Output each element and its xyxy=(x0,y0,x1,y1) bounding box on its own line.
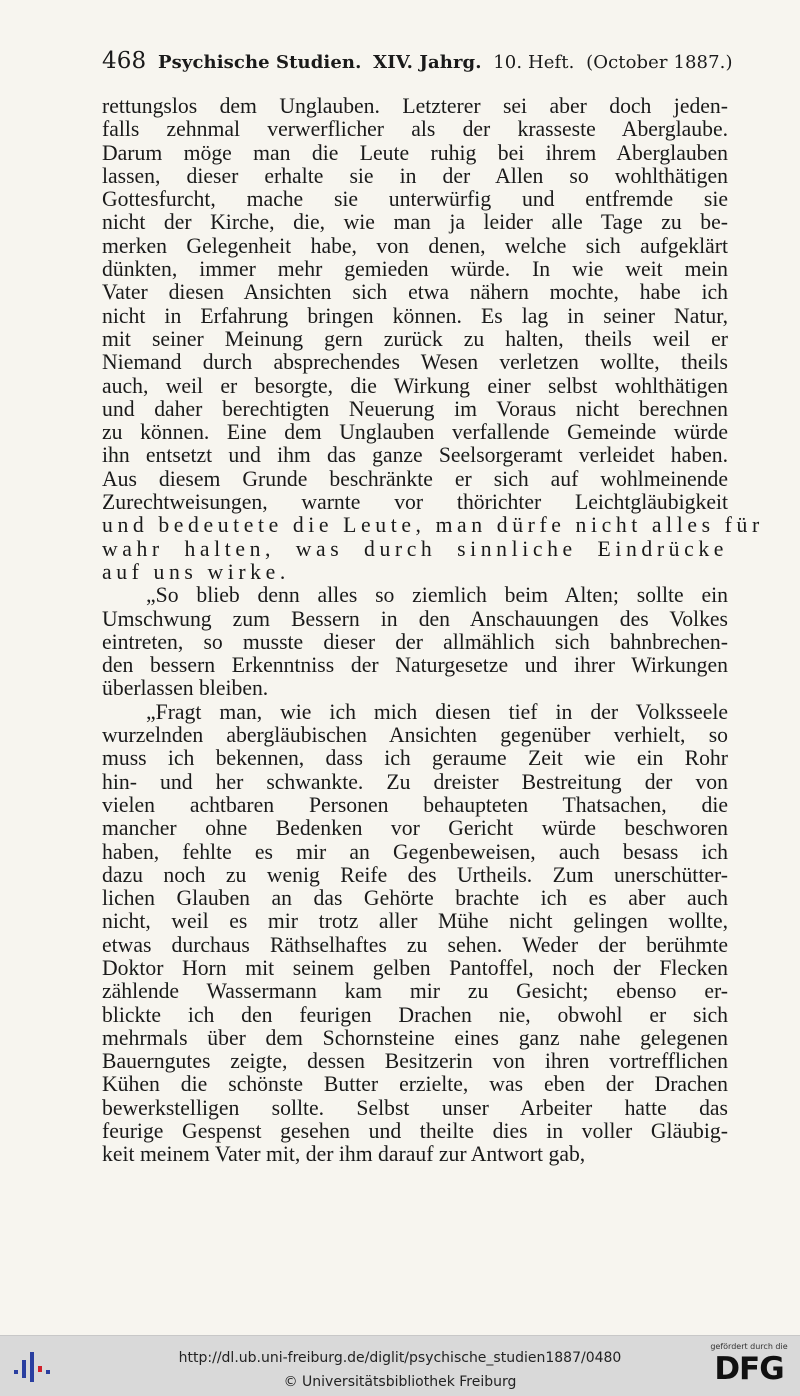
text-line: überlassen bleiben. xyxy=(102,676,269,701)
text-line: mehrmals über dem Schornsteine eines ganz nahe gelegenen xyxy=(102,1025,728,1050)
volume-label: XIV. Jahrg. xyxy=(373,52,482,73)
text-line: „Fragt man, wie ich mich diesen tief in der Volksseele xyxy=(146,699,728,724)
text-line: Aus diesem Grunde beschränkte er sich auf wohlmeinende xyxy=(102,466,728,491)
text-line: wurzelnden abergläubischen Ansichten gegenüber verhielt, so xyxy=(102,723,728,748)
text-line: und daher berechtigten Neuerung im Voraus nicht berechnen xyxy=(102,396,728,421)
text-line: etwas durchaus Räthselhaftes zu sehen. Weder der berühmte xyxy=(102,932,728,957)
text-line: dazu noch zu wenig Reife des Urtheils. Zum unerschütter- xyxy=(102,862,728,887)
copyright-notice: © Universitätsbibliothek Freiburg xyxy=(283,1374,517,1390)
text-line: blickte ich den feurigen Drachen nie, obwohl er sich xyxy=(102,1002,728,1027)
text-line: Doktor Horn mit seinem gelben Pantoffel, noch der Flecken xyxy=(102,955,728,980)
text-line: Bauerngutes zeigte, dessen Besitzerin von ihren vortrefflichen xyxy=(102,1049,728,1074)
text-line: und bedeutete die Leute, man dürfe nicht alles für xyxy=(102,513,764,538)
page-number: 468 xyxy=(102,48,147,74)
text-line: wahr halten, was durch sinnliche Eindrücke xyxy=(102,536,728,561)
text-line: eintreten, so musste dieser der allmählich sich bahnbrechen- xyxy=(102,629,728,654)
text-line: falls zehnmal verwerflicher als der krasseste Aberglaube. xyxy=(102,117,728,142)
dfg-logo-text: DFG xyxy=(714,1351,784,1387)
viewer-footer xyxy=(0,1335,800,1396)
dfg-caption: gefördert durch die xyxy=(710,1342,788,1351)
running-title: Psychische Studien. xyxy=(158,52,362,73)
running-header xyxy=(102,48,733,74)
dfg-logo xyxy=(708,1342,790,1392)
text-line: Niemand durch absprechendes Wesen verletzen wollte, theils xyxy=(102,350,728,375)
text-line: Vater diesen Ansichten sich etwa nähern mochte, habe ich xyxy=(102,280,728,305)
issue-label: 10. Heft. xyxy=(493,52,575,73)
text-line: nicht, weil es mir trotz aller Mühe nicht gelingen wollte, xyxy=(102,909,728,934)
issue-date: (October 1887.) xyxy=(586,52,733,73)
text-line: nicht in Erfahrung bringen können. Es lag in seiner Natur, xyxy=(102,303,728,328)
text-line: auf uns wirke. xyxy=(102,559,290,584)
text-line: muss ich bekennen, dass ich geraume Zeit wie ein Rohr xyxy=(102,746,728,771)
text-line: hin- und her schwankte. Zu dreister Bestreitung der von xyxy=(102,769,728,794)
text-line: rettungslos dem Unglauben. Letzterer sei aber doch jeden- xyxy=(102,94,728,118)
text-line: ihn entsetzt und ihm das ganze Seelsorgeramt verleidet haben. xyxy=(102,443,728,468)
text-line: mit seiner Meinung gern zurück zu halten, theils weil er xyxy=(102,326,728,351)
body-text xyxy=(102,94,764,1167)
text-line: zu können. Eine dem Unglauben verfallende Gemeinde würde xyxy=(102,420,728,445)
text-line: Umschwung zum Bessern in den Anschauungen des Volkes xyxy=(102,606,728,631)
text-line: Gottesfurcht, mache sie unterwürfig und entfremde sie xyxy=(102,187,728,212)
text-line: den bessern Erkenntniss der Naturgesetze und ihrer Wirkungen xyxy=(102,653,728,678)
permalink-url[interactable]: http://dl.ub.uni-freiburg.de/diglit/psychische_studien1887/0480 xyxy=(178,1350,622,1366)
text-line: haben, fehlte es mir an Gegenbeweisen, auch besass ich xyxy=(102,839,728,864)
text-line: „So blieb denn alles so ziemlich beim Alten; sollte ein xyxy=(146,583,728,608)
text-line: vielen achtbaren Personen behaupteten Thatsachen, die xyxy=(102,792,728,817)
text-line: nicht der Kirche, die, wie man ja leider alle Tage zu be- xyxy=(102,210,728,235)
text-line: Zurechtweisungen, warnte vor thörichter Leichtgläubigkeit xyxy=(102,490,728,515)
text-line: lassen, dieser erhalte sie in der Allen so wohlthätigen xyxy=(102,163,728,188)
text-line: bewerkstelligen sollte. Selbst unser Arbeiter hatte das xyxy=(102,1095,728,1120)
text-line: Darum möge man die Leute ruhig bei ihrem Aberglauben xyxy=(102,140,728,165)
text-line: dünkten, immer mehr gemieden würde. In wie weit mein xyxy=(102,257,728,282)
text-line: feurige Gespenst gesehen und theilte dies in voller Gläubig- xyxy=(102,1119,728,1144)
text-line: mancher ohne Bedenken vor Gericht würde beschworen xyxy=(102,816,728,841)
text-line: merken Gelegenheit habe, von denen, welche sich aufgeklärt xyxy=(102,233,728,258)
text-line: zählende Wassermann kam mir zu Gesicht; ebenso er- xyxy=(102,979,728,1004)
text-line: auch, weil er besorgte, die Wirkung einer selbst wohlthätigen xyxy=(102,373,728,398)
text-line: Kühen die schönste Butter erzielte, was eben der Drachen xyxy=(102,1072,728,1097)
text-line: keit meinem Vater mit, der ihm darauf zur Antwort gab, xyxy=(102,1142,586,1167)
text-line: lichen Glauben an das Gehörte brachte ich es aber auch xyxy=(102,886,728,911)
